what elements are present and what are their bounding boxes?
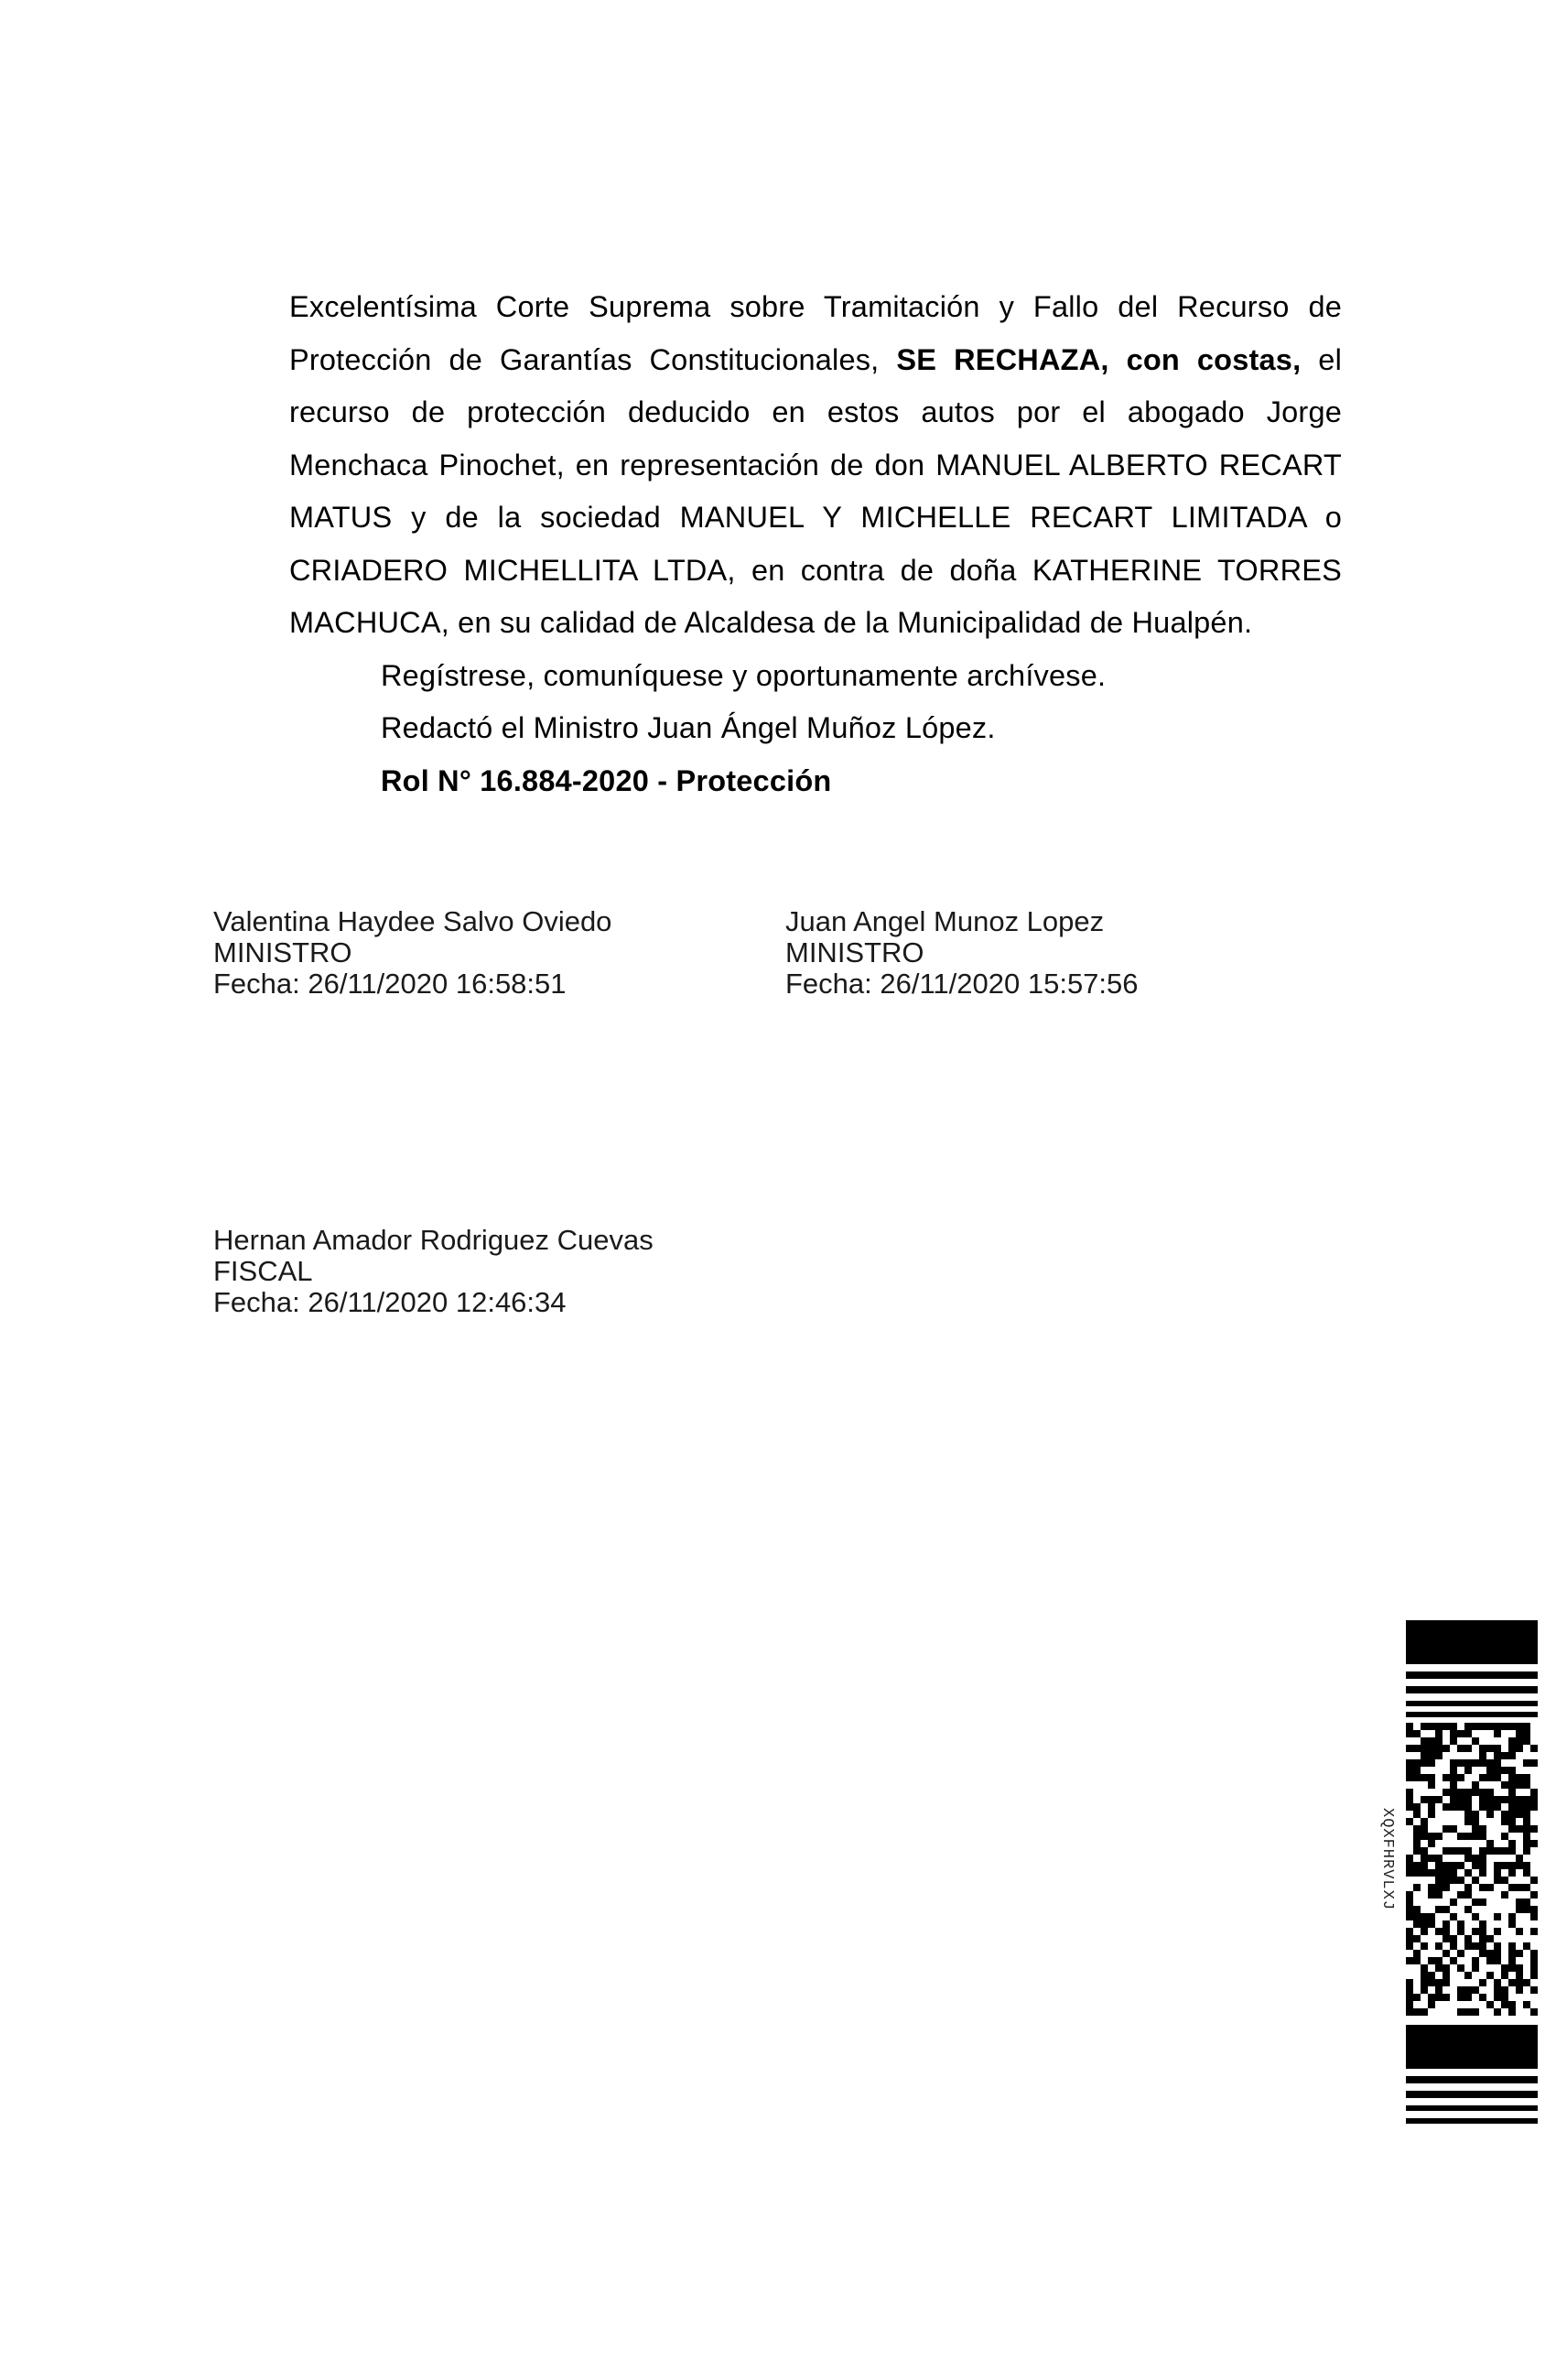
paragraph-segment: el recurso de protección deducido en estos autos por el abogado Jorge Menchaca Pinochet, en representación de don MANUEL ALBERTO RECART MATUS y de la sociedad MANUEL Y MICHELLE RECART LIMITADA o CRIADERO MICHELLITA LTDA, en contra de doña KATHERINE TORRES MACHUCA, en su calidad de Alcaldesa de la Municipalidad de Hualpén.: [289, 342, 1342, 639]
signature-date: Fecha: 26/11/2020 12:46:34: [213, 1286, 567, 1318]
resolution-paragraph: [289, 281, 1342, 650]
barcode-matrix: [1406, 1723, 1538, 2016]
barcode-top-bars: [1406, 1620, 1538, 1717]
verification-barcode-icon: [1406, 1620, 1538, 2133]
signer-name: Hernan Amador Rodriguez Cuevas: [213, 1224, 654, 1256]
signer-role: MINISTRO: [785, 936, 924, 968]
signer-role: MINISTRO: [213, 936, 352, 968]
resolution-body: [289, 281, 1342, 807]
signer-name: Juan Angel Munoz Lopez: [785, 905, 1105, 937]
signature-date: Fecha: 26/11/2020 16:58:51: [213, 968, 567, 1000]
barcode-bottom-bars: [1406, 2025, 1538, 2124]
drafted-by-line: Redactó el Ministro Juan Ángel Muñoz López.: [381, 711, 996, 744]
register-line: Regístrese, comuníquese y oportunamente archívese.: [381, 658, 1107, 692]
signer-name: Valentina Haydee Salvo Oviedo: [213, 905, 612, 937]
paragraph-segment: Excelentísima Corte Suprema sobre Tramitación y Fallo del Recurso de Protección de Garantías Constitucionales,: [289, 290, 1342, 376]
signature-block: [213, 1225, 654, 1318]
ruling-emphasis: SE RECHAZA, con costas,: [896, 342, 1302, 376]
verification-code: XQXFHRVLXJ: [1378, 1808, 1396, 1911]
signature-block: [785, 906, 1139, 1000]
signature-date: Fecha: 26/11/2020 15:57:56: [785, 968, 1139, 1000]
case-number: Rol N° 16.884-2020 - Protección: [381, 763, 832, 797]
signature-block: [213, 906, 611, 1000]
signer-role: FISCAL: [213, 1255, 313, 1287]
